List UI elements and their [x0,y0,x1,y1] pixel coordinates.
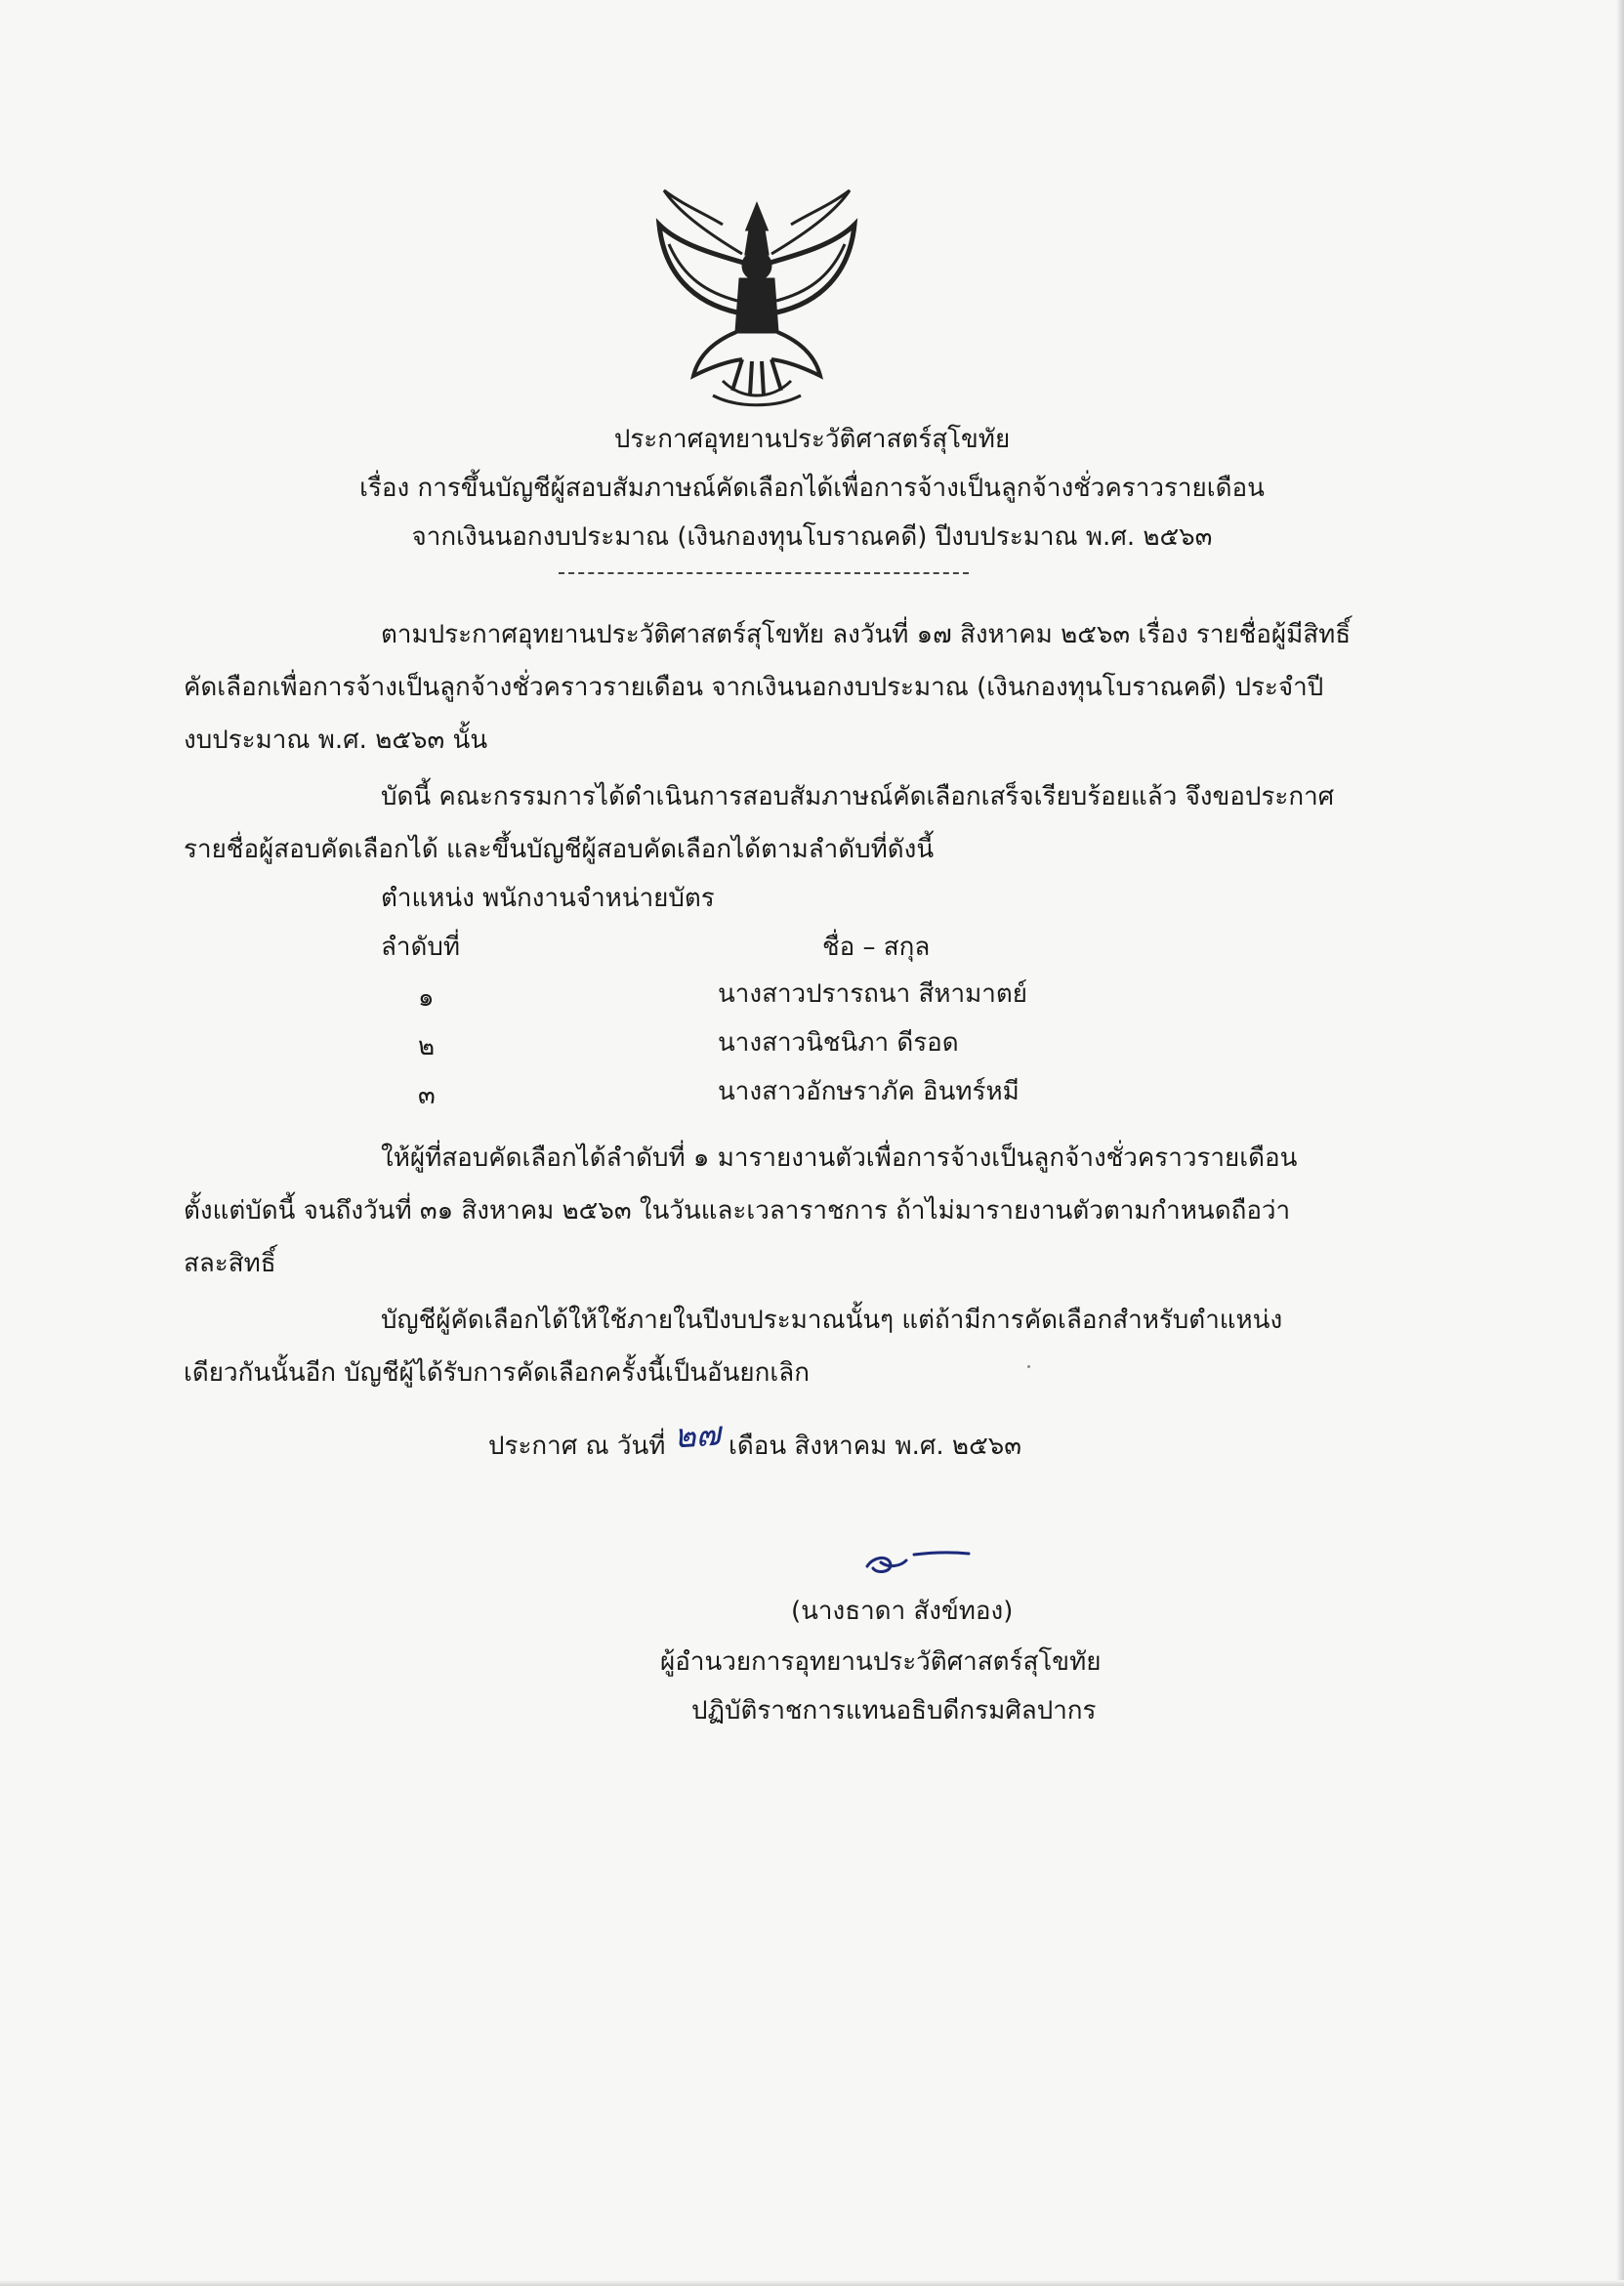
paragraph-4-line-2: เดียวกันนั้นอีก บัญชีผู้ได้รับการคัดเลือกครั้งนี้เป็นอันยกเลิก [184,1358,810,1388]
scan-edge-shadow [1616,0,1624,2286]
scan-edge-shadow [0,2280,1624,2286]
signer-name: (นางธาดา สังข์ทอง) [791,1597,1014,1626]
paragraph-1-line-2: คัดเลือกเพื่อการจ้างเป็นลูกจ้างชั่วคราวรายเดือน จากเงินนอกงบประมาณ (เงินกองทุนโบราณคดี) ประจำปี [184,673,1324,702]
signer-title-2: ปฏิบัติราชการแทนอธิบดีกรมศิลปากร [691,1696,1097,1725]
list-item-order: ๒ [418,1032,436,1061]
subject-line-1: เรื่อง การขึ้นบัญชีผู้สอบสัมภาษณ์คัดเลือกได้เพื่อการจ้างเป็นลูกจ้างชั่วคราวรายเดือน [359,474,1265,503]
paragraph-3-line-1: ให้ผู้ที่สอบคัดเลือกได้ลำดับที่ ๑ มารายงานตัวเพื่อการจ้างเป็นลูกจ้างชั่วคราวรายเดือน [381,1143,1298,1173]
list-item-name: นางสาวปรารถนา สีหามาตย์ [718,979,1028,1009]
position-label: ตำแหน่ง พนักงานจำหน่ายบัตร [381,884,715,913]
list-item-order: ๑ [418,983,435,1013]
date-suffix: เดือน สิงหาคม พ.ศ. ๒๕๖๓ [728,1432,1022,1461]
list-item-order: ๓ [418,1081,436,1110]
paragraph-2-line-1: บัดนี้ คณะกรรมการได้ดำเนินการสอบสัมภาษณ์คัดเลือกเสร็จเรียบร้อยแล้ว จึงขอประกาศ [381,782,1335,811]
column-header-name: ชื่อ – สกุล [822,933,931,962]
paragraph-4-line-1: บัญชีผู้คัดเลือกได้ให้ใช้ภายในปีงบประมาณนั้นๆ แต่ถ้ามีการคัดเลือกสำหรับตำแหน่ง [381,1306,1283,1335]
announcement-date [488,1414,1022,1464]
garuda-emblem-icon [654,186,859,410]
paragraph-1-line-1: ตามประกาศอุทยานประวัติศาสตร์สุโขทัย ลงวันที่ ๑๗ สิงหาคม ๒๕๖๓ เรื่อง รายชื่อผู้มีสิทธิ์ [381,620,1352,649]
list-item-name: นางสาวนิชนิภา ดีรอด [718,1028,959,1058]
paragraph-3-line-2: ตั้งแต่บัดนี้ จนถึงวันที่ ๓๑ สิงหาคม ๒๕๖๓ ในวันและเวลาราชการ ถ้าไม่มารายงานตัวตามกำหนดถือว่า [184,1196,1291,1226]
scan-speck [1027,1365,1030,1368]
signature-icon [859,1535,977,1584]
paragraph-3-line-3: สละสิทธิ์ [184,1249,276,1278]
paragraph-2-line-2: รายชื่อผู้สอบคัดเลือกได้ และขึ้นบัญชีผู้สอบคัดเลือกได้ตามลำดับที่ดังนี้ [184,835,935,864]
list-item-name: นางสาวอักษราภัค อินทร์หมี [718,1077,1020,1106]
subject-line-2: จากเงินนอกงบประมาณ (เงินกองทุนโบราณคดี) ปีงบประมาณ พ.ศ. ๒๕๖๓ [411,522,1213,552]
column-header-order: ลำดับที่ [381,933,461,962]
separator-line [559,572,969,574]
handwritten-day: ๒๗ [672,1414,723,1457]
signer-title-1: ผู้อำนวยการอุทยานประวัติศาสตร์สุโขทัย [660,1647,1102,1677]
date-prefix: ประกาศ ณ วันที่ [488,1432,666,1461]
announcement-title: ประกาศอุทยานประวัติศาสตร์สุโขทัย [613,425,1011,454]
paragraph-1-line-3: งบประมาณ พ.ศ. ๒๕๖๓ นั้น [184,726,488,755]
